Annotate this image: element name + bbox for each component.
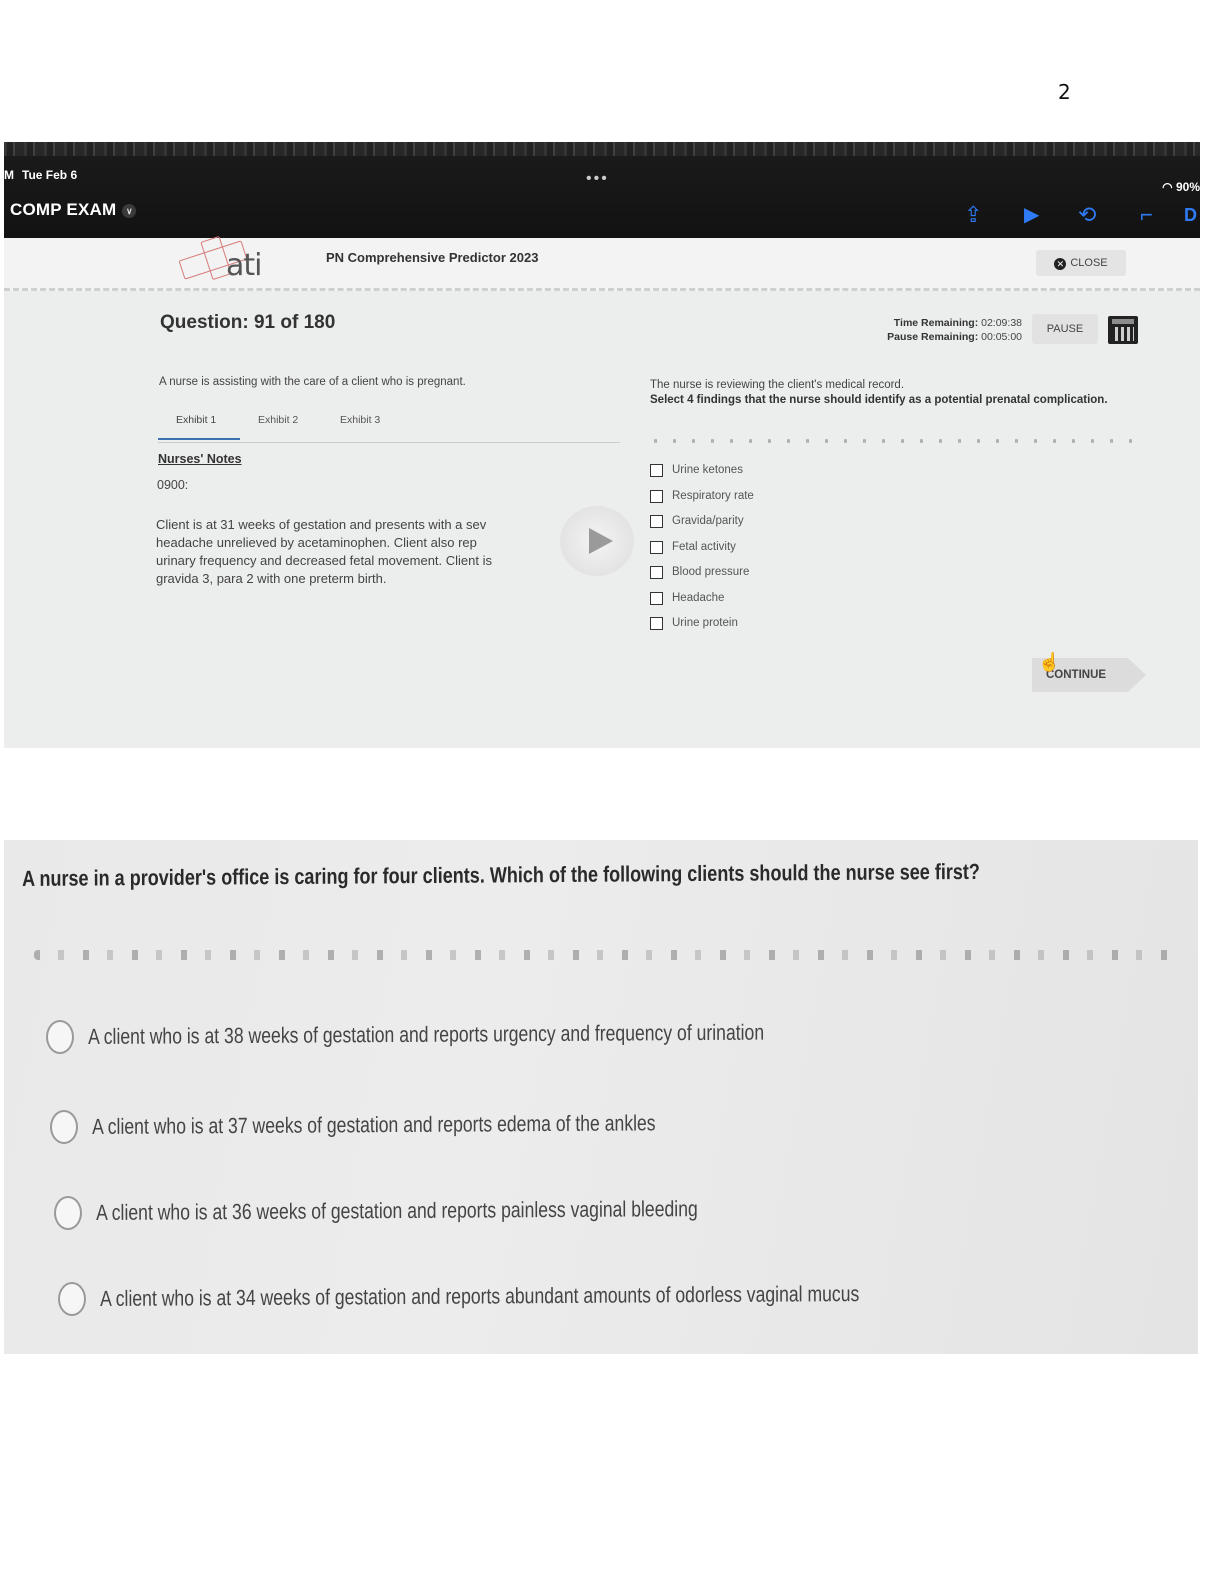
calculator-icon[interactable] <box>1108 316 1138 344</box>
checkbox[interactable] <box>650 490 663 503</box>
radio-button[interactable] <box>54 1196 82 1230</box>
tab-exhibit-3[interactable]: Exhibit 3 <box>340 414 381 426</box>
question-stem: A nurse is assisting with the care of a client who is pregnant. <box>159 376 466 388</box>
radio-button[interactable] <box>50 1110 78 1144</box>
status-time-fragment: M <box>4 168 14 182</box>
time-remaining: 02:09:38 <box>981 317 1022 329</box>
screen-glare <box>4 142 1200 156</box>
tab-exhibit-1[interactable]: Exhibit 1 <box>176 414 217 426</box>
instruction-line: The nurse is reviewing the client's medical record. <box>650 379 905 391</box>
question-number: Question: 91 of 180 <box>160 312 336 333</box>
active-tab-indicator <box>158 438 240 440</box>
option-label: Respiratory rate <box>672 489 754 502</box>
checkbox[interactable] <box>650 464 663 477</box>
option-label: Blood pressure <box>672 566 750 578</box>
page-number: 2 <box>1058 80 1071 104</box>
hand-cursor-icon: ☝ <box>1038 652 1061 672</box>
close-button[interactable]: ✕ CLOSE <box>1036 250 1126 276</box>
option-label: Fetal activity <box>672 540 736 553</box>
checkbox[interactable] <box>650 592 663 605</box>
screen-moire <box>34 950 1184 960</box>
option-label: Urine ketones <box>672 464 743 476</box>
tab-exhibit-2[interactable]: Exhibit 2 <box>258 414 299 426</box>
option-label: Headache <box>672 591 725 604</box>
document-title: COMP EXAM <box>10 200 117 219</box>
checkbox[interactable] <box>650 617 663 630</box>
play-icon[interactable]: ▶ <box>1024 204 1040 226</box>
option-label: Urine protein <box>672 617 738 629</box>
crop-icon[interactable]: ⌐ <box>1140 202 1153 227</box>
option-label: A client who is at 36 weeks of gestation and reports painless vaginal bleeding <box>96 1196 698 1225</box>
ipad-top-bar <box>4 142 1200 238</box>
rotate-icon[interactable]: ⟲ <box>1078 202 1097 227</box>
question-stem: A nurse in a provider's office is caring for four clients. Which of the following clients should the nurse see first? <box>22 858 980 891</box>
ati-header <box>4 238 1200 291</box>
nurses-notes-title: Nurses' Notes <box>158 452 242 466</box>
exam-screenshot-1 <box>4 142 1200 748</box>
close-icon: ✕ <box>1054 258 1066 270</box>
nurses-notes-time: 0900: <box>157 478 189 492</box>
video-play-icon[interactable] <box>560 506 634 576</box>
instruction-prompt: Select 4 findings that the nurse should identify as a potential prenatal complication. <box>650 394 1108 406</box>
status-battery: ◠ 90% <box>1162 180 1200 194</box>
share-icon[interactable]: ⇪ <box>964 202 983 227</box>
chevron-down-icon: ∨ <box>122 204 136 218</box>
checkbox[interactable] <box>650 515 663 528</box>
wifi-icon: ◠ <box>1162 180 1176 194</box>
checkbox[interactable] <box>650 566 663 579</box>
ati-logo <box>180 242 280 282</box>
timer-display: Time Remaining: 02:09:38 Pause Remaining: 00:05:00 <box>887 317 1022 343</box>
checkbox[interactable] <box>650 541 663 554</box>
logo-text: ati <box>226 248 262 283</box>
exhibit-tabs <box>158 410 620 443</box>
radio-button[interactable] <box>58 1282 86 1316</box>
radio-button[interactable] <box>46 1020 74 1054</box>
pause-remaining: 00:05:00 <box>981 331 1022 343</box>
option-label: A client who is at 34 weeks of gestation and reports abundant amounts of odorless vaginal mucus <box>100 1281 860 1311</box>
continue-button[interactable]: CONTINUE <box>1032 658 1128 692</box>
exam-name: PN Comprehensive Predictor 2023 <box>326 250 539 265</box>
screen-moire <box>654 439 1144 443</box>
multitask-dots-icon[interactable]: ••• <box>586 170 609 187</box>
document-title-menu[interactable] <box>10 200 136 220</box>
exam-screenshot-2 <box>4 840 1198 1354</box>
option-label: A client who is at 38 weeks of gestation and reports urgency and frequency of urination <box>88 1019 765 1049</box>
item-instructions <box>650 378 1140 408</box>
status-date: Tue Feb 6 <box>22 168 78 182</box>
option-label: Gravida/parity <box>672 515 744 527</box>
nurses-notes-body: Client is at 31 weeks of gestation and presents with a sev headache unrelieved by acetaminophen. Client also rep urinary frequency and decreased fetal movement. Client is gravida 3, para 2 with one preterm birth. <box>156 517 493 586</box>
pause-button[interactable]: PAUSE <box>1032 314 1098 344</box>
toolbar-trailing-label[interactable]: D <box>1184 205 1197 225</box>
option-label: A client who is at 37 weeks of gestation and reports edema of the ankles <box>92 1110 656 1139</box>
